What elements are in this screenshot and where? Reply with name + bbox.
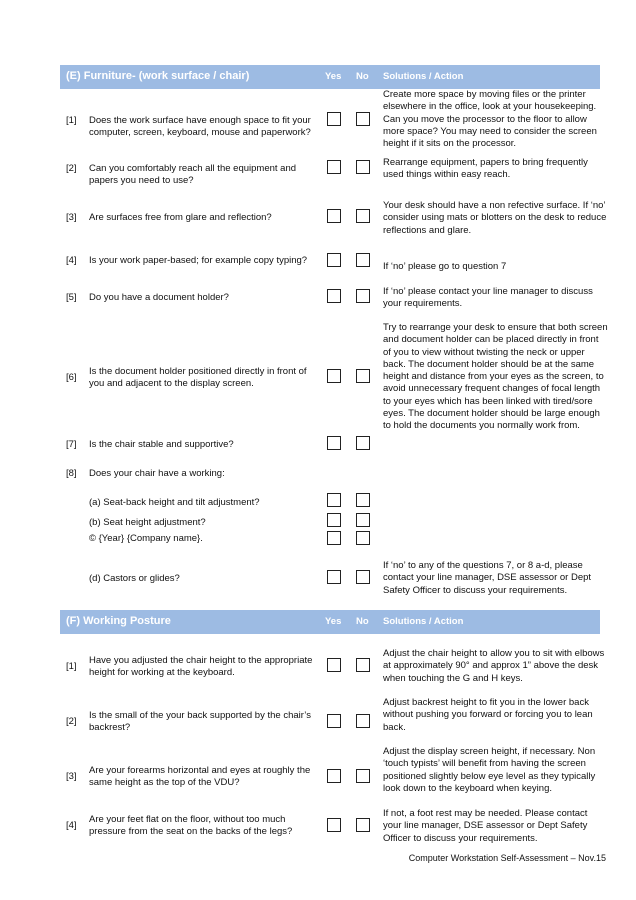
question-number: [1] [66,115,77,126]
yes-checkbox[interactable] [327,818,341,832]
solution-text: Your desk should have a non refective surface. If ‘no’ consider using mats or blotters on the desk to reduce reflections and glare. [383,200,607,236]
no-column-header: No [356,616,369,627]
no-checkbox[interactable] [356,658,370,672]
sub-question-d: (d) Castors or glides? [89,573,180,584]
solution-text: If ‘no’ please contact your line manager to discuss your requirements. [383,286,593,310]
no-checkbox[interactable] [356,289,370,303]
no-checkbox[interactable] [356,369,370,383]
question-number: [6] [66,372,77,383]
no-checkbox[interactable] [356,714,370,728]
yes-checkbox[interactable] [327,112,341,126]
question-number: [2] [66,716,77,727]
page-footer: Computer Workstation Self-Assessment – Nov.15 [408,853,606,863]
question-text: Does the work surface have enough space to fit your computer, screen, keyboard, mouse and paperwork? [89,115,311,138]
yes-checkbox[interactable] [327,436,341,450]
yes-checkbox[interactable] [327,531,341,545]
no-checkbox[interactable] [356,531,370,545]
question-number: [7] [66,439,77,450]
question-number: [8] [66,468,77,479]
no-checkbox[interactable] [356,209,370,223]
solution-text: If not, a foot rest may be needed. Please contact your line manager, DSE assessor or Dept Safety Officer to discuss your requirements. [383,808,588,844]
solution-text: Create more space by moving files or the printer elsewhere in the office, look at your housekeeping. Can you move the processor to the floor to allow more space? You may need to consider the screen height if it sits on the processor. [383,89,597,150]
question-text: Are your feet flat on the floor, without too much pressure from the seat on the backs of the legs? [89,814,293,837]
solution-text: Adjust backrest height to fit you in the lower back without pushing you forward or forcing you to lean back. [383,697,593,733]
question-text: Are surfaces free from glare and reflection? [89,212,272,223]
yes-checkbox[interactable] [327,769,341,783]
section-f-header [60,610,600,634]
solution-text: Adjust the display screen height, if necessary. Non ‘touch typists’ will benefit from having the screen positioned slightly below eye level as they typically look down to the keyboard when keying. [383,746,596,794]
sub-question-c: © {Year} {Company name}. [89,533,203,544]
no-checkbox[interactable] [356,436,370,450]
solution-text: Adjust the chair height to allow you to sit with elbows at approximately 90° and approx 1” above the desk when touching the G and H keys. [383,648,605,684]
section-f-title: (F) Working Posture [66,615,171,627]
question-text: Do you have a document holder? [89,292,229,303]
question-number: [1] [66,661,77,672]
question-number: [2] [66,163,77,174]
solution-text: If ‘no’ please go to question 7 [383,261,507,272]
no-column-header: No [356,71,369,82]
solution-text: If ‘no’ to any of the questions 7, or 8 a-d, please contact your line manager, DSE assessor or Dept Safety Officer to discuss your requirements. [383,560,592,596]
yes-column-header: Yes [325,71,342,82]
question-number: [3] [66,212,77,223]
solutions-column-header: Solutions / Action [383,616,464,627]
solutions-column-header: Solutions / Action [383,71,464,82]
section-e-header [60,65,600,89]
no-checkbox[interactable] [356,493,370,507]
sub-question-a: (a) Seat-back height and tilt adjustment? [89,497,260,508]
sub-question-b: (b) Seat height adjustment? [89,517,206,528]
solution-text: Try to rearrange your desk to ensure that both screen and document holder can be placed directly in front of you to view without twisting the neck or upper back. The document holder should be at the same height and distance from your eyes as the screen, to avoid unnecessary frequent changes of focal length to your eyes which has been linked with tired/sore eyes. The document holder should be large enough to hold the documents you normally work from. [383,322,608,432]
yes-checkbox[interactable] [327,570,341,584]
yes-checkbox[interactable] [327,658,341,672]
yes-checkbox[interactable] [327,714,341,728]
question-number: [4] [66,820,77,831]
no-checkbox[interactable] [356,513,370,527]
yes-checkbox[interactable] [327,513,341,527]
yes-checkbox[interactable] [327,160,341,174]
question-number: [5] [66,292,77,303]
question-text: Can you comfortably reach all the equipment and papers you need to use? [89,163,297,186]
no-checkbox[interactable] [356,112,370,126]
question-text: Does your chair have a working: [89,468,225,479]
solution-text: Rearrange equipment, papers to bring frequently used things within easy reach. [383,157,588,181]
question-text: Have you adjusted the chair height to the appropriate height for working at the keyboard. [89,655,313,678]
section-e-title: (E) Furniture- (work surface / chair) [66,70,250,82]
question-text: Is the document holder positioned directly in front of you and adjacent to the display screen. [89,366,307,389]
yes-checkbox[interactable] [327,493,341,507]
question-number: [3] [66,771,77,782]
no-checkbox[interactable] [356,769,370,783]
yes-checkbox[interactable] [327,289,341,303]
question-text: Is the chair stable and supportive? [89,439,234,450]
question-number: [4] [66,255,77,266]
question-text: Is your work paper-based; for example copy typing? [89,255,308,266]
no-checkbox[interactable] [356,160,370,174]
no-checkbox[interactable] [356,253,370,267]
no-checkbox[interactable] [356,818,370,832]
yes-checkbox[interactable] [327,209,341,223]
yes-checkbox[interactable] [327,253,341,267]
no-checkbox[interactable] [356,570,370,584]
question-text: Are your forearms horizontal and eyes at roughly the same height as the top of the VDU? [89,765,311,788]
yes-checkbox[interactable] [327,369,341,383]
yes-column-header: Yes [325,616,342,627]
question-text: Is the small of the your back supported by the chair’s backrest? [89,710,311,733]
